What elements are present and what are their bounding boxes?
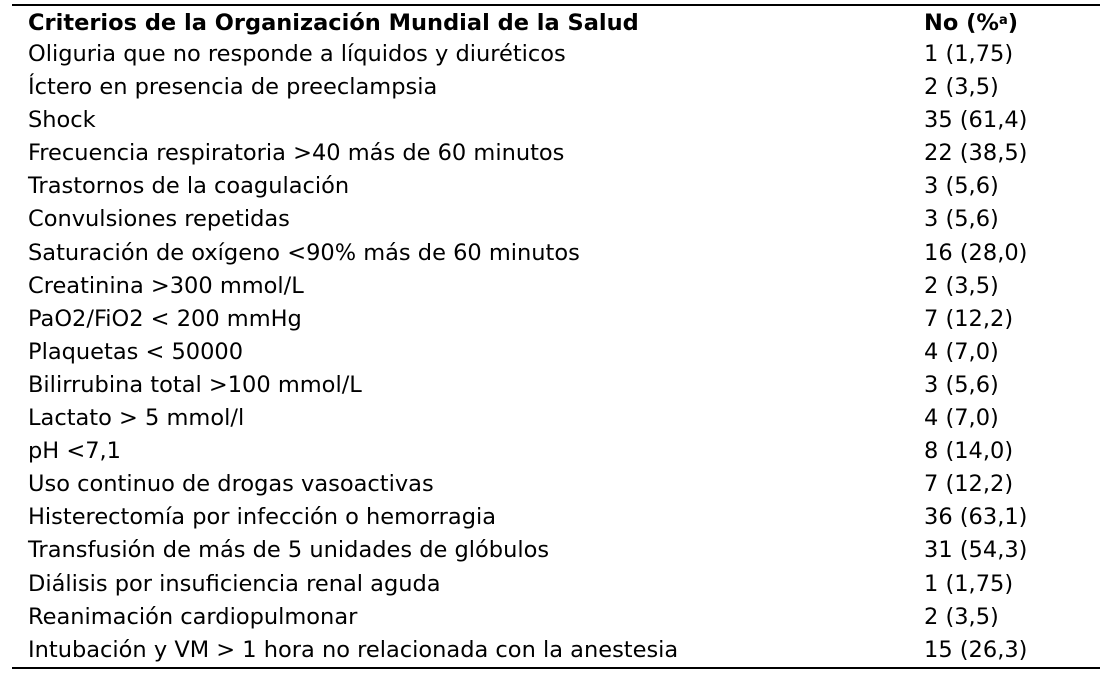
value-cell: 3 (5,6) [924,173,999,200]
criterion-cell: Trastornos de la coagulación [28,173,350,200]
who-criteria-table [12,4,1100,669]
table-row [12,501,1100,534]
criterion-cell: Diálisis por insuficiencia renal aguda [28,570,441,597]
table-row [12,369,1100,402]
value-cell: 2 (3,5) [924,603,999,630]
value-cell: 7 (12,2) [924,471,1014,498]
header-row [12,5,1100,38]
table-row [12,104,1100,137]
table-row [12,568,1100,601]
table-row [12,468,1100,501]
value-cell: 4 (7,0) [924,338,999,365]
value-cell: 4 (7,0) [924,405,999,432]
criterion-cell: Saturación de oxígeno <90% más de 60 minutos [28,239,580,266]
criterion-cell: Íctero en presencia de preeclampsia [28,74,438,101]
criteria-table-container [12,4,1100,669]
criterion-cell: Histerectomía por infección o hemorragia [28,504,497,531]
value-cell: 1 (1,75) [924,570,1014,597]
criterion-cell: Frecuencia respiratoria >40 más de 60 minutos [28,140,565,167]
criterion-cell: Plaquetas < 50000 [28,338,244,365]
table-row [12,601,1100,634]
criterion-cell: Bilirrubina total >100 mmol/L [28,371,362,398]
table-body [12,38,1100,668]
value-cell: 3 (5,6) [924,206,999,233]
value-cell: 22 (38,5) [924,140,1028,167]
table-row [12,270,1100,303]
value-cell: 7 (12,2) [924,305,1014,332]
criterion-cell: Shock [28,107,96,134]
table-header [12,5,1100,38]
header-count-prefix: No (% [924,10,999,36]
criterion-cell: pH <7,1 [28,438,121,465]
table-row [12,203,1100,236]
value-cell: 8 (14,0) [924,438,1014,465]
table-row [12,435,1100,468]
criterion-cell: Convulsiones repetidas [28,206,290,233]
header-count-percent [889,5,1100,38]
criterion-cell: Creatinina >300 mmol/L [28,272,304,299]
table-row [12,38,1100,71]
table-row [12,170,1100,203]
value-cell: 1 (1,75) [924,41,1014,67]
header-count-suffix: ) [1007,10,1019,36]
value-cell: 15 (26,3) [889,634,1100,668]
table-row [12,237,1100,270]
criterion-cell: Uso continuo de drogas vasoactivas [28,471,434,498]
criterion-cell: Oliguria que no responde a líquidos y diuréticos [28,41,566,67]
table-row [12,534,1100,567]
header-criteria: Criterios de la Organización Mundial de la Salud [28,10,639,36]
value-cell: 31 (54,3) [924,537,1028,564]
table-row [12,303,1100,336]
table-row [12,402,1100,435]
value-cell: 35 (61,4) [924,107,1028,134]
criterion-cell: Reanimación cardiopulmonar [28,603,358,630]
criterion-cell: Transfusión de más de 5 unidades de glóbulos [28,537,550,564]
value-cell: 3 (5,6) [924,371,999,398]
table-row [12,137,1100,170]
criterion-cell: PaO2/FiO2 < 200 mmHg [28,305,302,332]
value-cell: 36 (63,1) [924,504,1028,531]
table-row [12,71,1100,104]
table-row [12,634,1100,668]
criterion-cell: Lactato > 5 mmol/l [28,405,245,432]
header-footnote-marker: a [998,13,1008,28]
value-cell: 2 (3,5) [924,74,999,101]
criterion-cell: Intubación y VM > 1 hora no relacionada con la anestesia [12,634,889,668]
value-cell: 16 (28,0) [924,239,1028,266]
table-row [12,336,1100,369]
value-cell: 2 (3,5) [924,272,999,299]
